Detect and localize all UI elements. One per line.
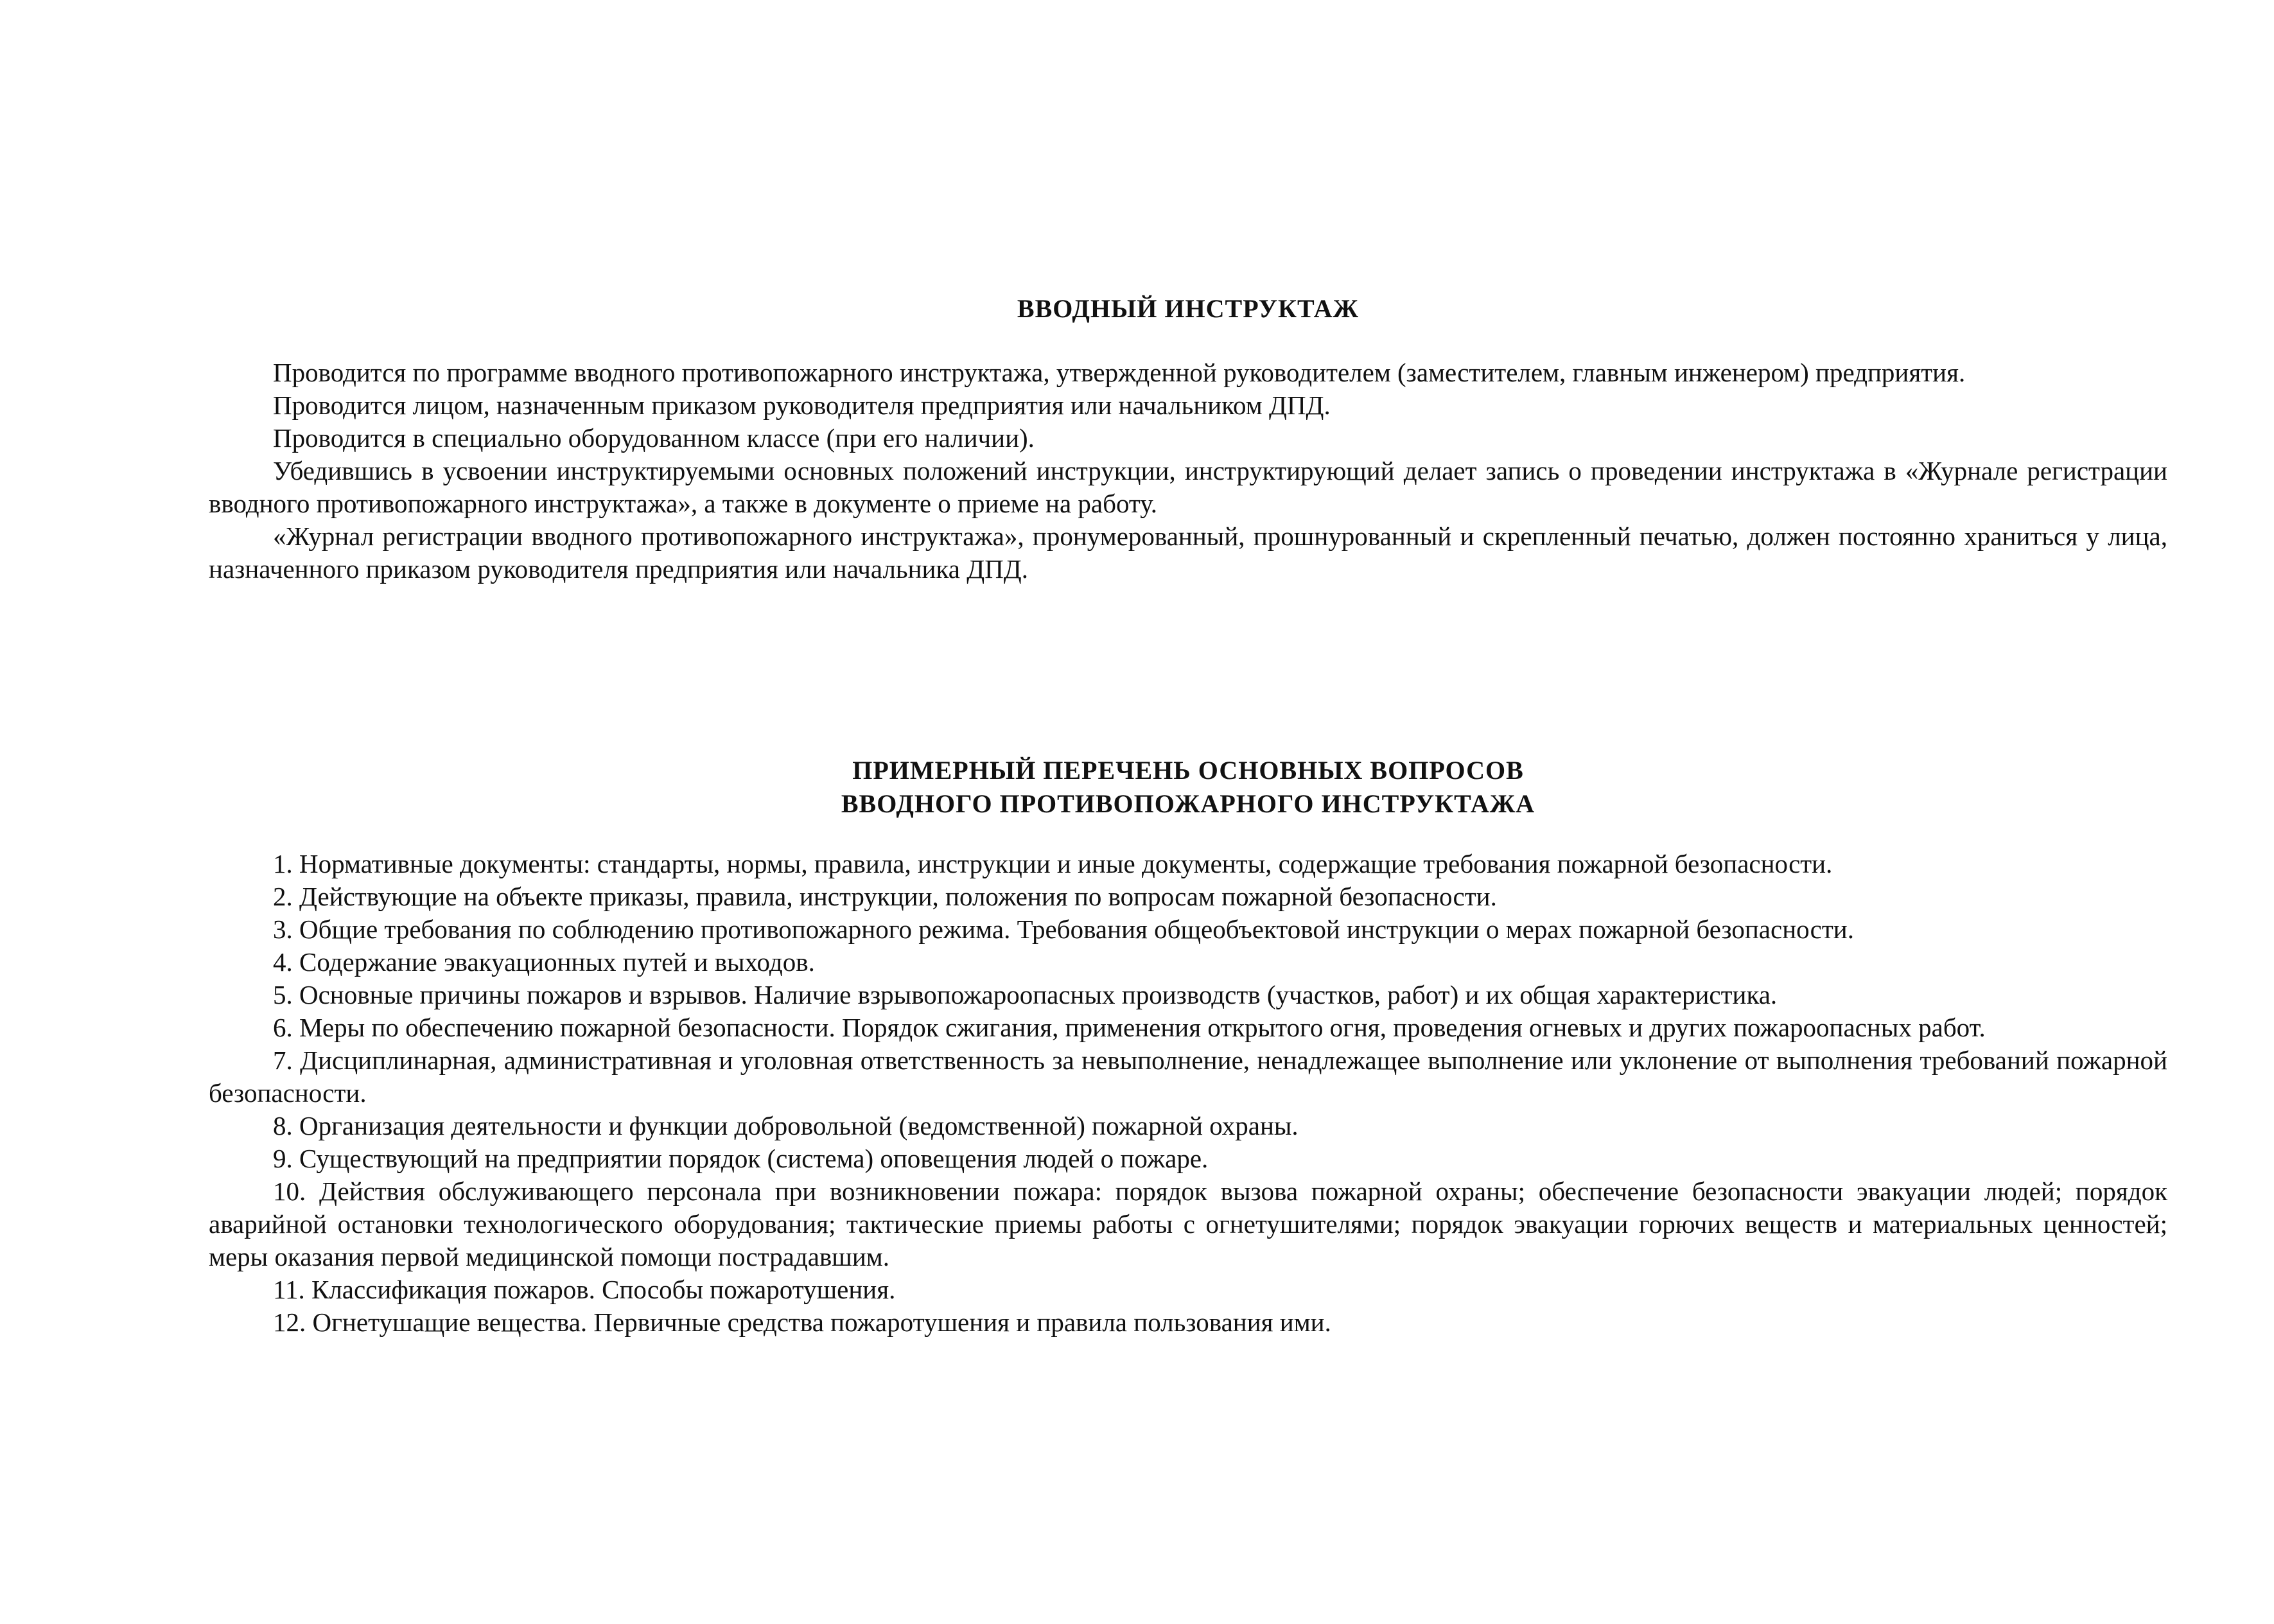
paragraph: Убедившись в усвоении инструктируемыми основных положений инструкции, инструктирующий делает запись о проведении инструктажа в «Журнале регистрации вводного противопожарного инструктажа», а также в документе о приеме на работу.	[209, 456, 2167, 518]
list-item: 10. Действия обслуживающего персонала при возникновении пожара: порядок вызова пожарной охраны; обеспечение безопасности эвакуации людей; порядок аварийной остановки технологического оборудования; тактические приемы работы с огнетушителями; порядок эвакуации горючих веществ и материальных ценностей; меры оказания первой медицинской помощи пострадавшим.	[209, 1176, 2167, 1271]
document-content	[209, 292, 2167, 1339]
question-list	[209, 848, 2167, 1339]
list-item: 9. Существующий на предприятии порядок (система) оповещения людей о пожаре.	[273, 1144, 1209, 1173]
list-item: 3. Общие требования по соблюдению противопожарного режима. Требования общеобъектовой инструкции о мерах пожарной безопасности.	[273, 914, 1854, 944]
section-question-list	[209, 754, 2167, 1339]
list-item: 5. Основные причины пожаров и взрывов. Наличие взрывопожароопасных производств (участков, работ) и их общая характеристика.	[273, 980, 1778, 1009]
section-title-question-list-line1: ПРИМЕРНЫЙ ПЕРЕЧЕНЬ ОСНОВНЫХ ВОПРОСОВ	[852, 756, 1524, 785]
list-item: 6. Меры по обеспечению пожарной безопасности. Порядок сжигания, применения открытого огня, проведения огневых и других пожароопасных работ.	[273, 1013, 1986, 1042]
list-item: 11. Классификация пожаров. Способы пожаротушения.	[273, 1275, 896, 1304]
section-title-question-list-line2: ВВОДНОГО ПРОТИВОПОЖАРНОГО ИНСТРУКТАЖА	[841, 789, 1535, 818]
list-item: 7. Дисциплинарная, административная и уголовная ответственность за невыполнение, ненадлежащее выполнение или уклонение от выполнения требований пожарной безопасности.	[209, 1045, 2167, 1108]
section-title-introductory-briefing: ВВОДНЫЙ ИНСТРУКТАЖ	[1017, 294, 1360, 323]
paragraph: «Журнал регистрации вводного противопожарного инструктажа», пронумерованный, прошнурованный и скрепленный печатью, должен постоянно храниться у лица, назначенного приказом руководителя предприятия или начальника ДПД.	[209, 521, 2167, 584]
list-item: 2. Действующие на объекте приказы, правила, инструкции, положения по вопросам пожарной безопасности.	[273, 882, 1497, 911]
list-item: 12. Огнетушащие вещества. Первичные средства пожаротушения и правила пользования ими.	[273, 1307, 1331, 1337]
list-item: 1. Нормативные документы: стандарты, нормы, правила, инструкции и иные документы, содержащие требования пожарной безопасности.	[273, 849, 1833, 878]
section-introductory-briefing	[209, 292, 2167, 586]
introductory-briefing-paragraphs	[209, 356, 2167, 586]
list-item: 4. Содержание эвакуационных путей и выходов.	[273, 947, 815, 977]
paragraph: Проводится по программе вводного противопожарного инструктажа, утвержденной руководителем (заместителем, главным инженером) предприятия.	[273, 358, 1966, 387]
paragraph: Проводится в специально оборудованном классе (при его наличии).	[273, 423, 1035, 453]
list-item: 8. Организация деятельности и функции добровольной (ведомственной) пожарной охраны.	[273, 1111, 1299, 1140]
paragraph: Проводится лицом, назначенным приказом руководителя предприятия или начальником ДПД.	[273, 390, 1331, 420]
